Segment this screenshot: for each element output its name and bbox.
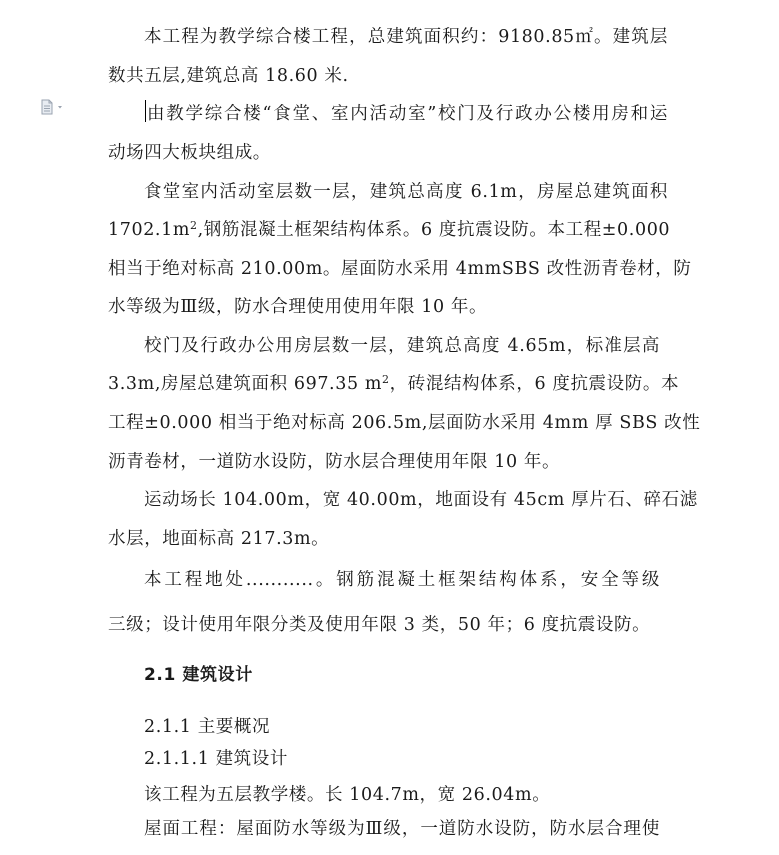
paragraph-line: 屋面工程：屋面防水等级为Ⅲ级，一道防水设防，防水层合理使 [144, 819, 660, 839]
paragraph-line: 动场四大板块组成。 [108, 143, 271, 163]
paragraph-line: 三级；设计使用年限分类及使用年限 3 类，50 年；6 度抗震设防。 [108, 615, 651, 635]
paragraph-line: 相当于绝对标高 210.00m。屋面防水采用 4mmSBS 改性沥青卷材，防 [108, 259, 692, 279]
superscript: 2 [190, 219, 198, 232]
paragraph-line [108, 219, 671, 241]
paragraph-line: 本工程地处...........。钢筋混凝土框架结构体系，安全等级 [144, 570, 660, 590]
paragraph-line: 水层，地面标高 217.3m。 [108, 529, 330, 549]
line-text: ,钢筋混凝土框架结构体系。6 度抗震设防。本工程±0.000 [197, 220, 671, 240]
paragraph-line: 水等级为Ⅲ级，防水合理使用使用年限 10 年。 [108, 297, 488, 317]
line-text: 3.3m,房屋总建筑面积 697.35 m [108, 374, 383, 394]
paragraph-line: 沥青卷材，一道防水设防，防水层合理使用年限 10 年。 [108, 452, 561, 472]
paragraph-line: 由教学综合楼“食堂、室内活动室”校门及行政办公楼用房和运 [147, 104, 668, 124]
document-options-icon[interactable] [40, 99, 66, 115]
paragraph-line: 该工程为五层教学楼。长 104.7m，宽 26.04m。 [144, 785, 551, 805]
paragraph-line [108, 373, 680, 395]
line-text: ，砖混结构体系，6 度抗震设防。本 [389, 374, 680, 394]
superscript: 2 [382, 373, 390, 386]
paragraph-line: 工程±0.000 相当于绝对标高 206.5m,层面防水采用 4mm 厚 SBS 改性 [108, 413, 701, 433]
paragraph-line: 运动场长 104.00m，宽 40.00m，地面设有 45cm 厚片石、碎石滤 [144, 490, 698, 510]
section-heading: 2.1 建筑设计 [144, 665, 253, 685]
paragraph-line: 数共五层,建筑总高 18.60 米. [108, 66, 349, 86]
paragraph-line: 本工程为教学综合楼工程，总建筑面积约：9180.85㎡。建筑层 [144, 27, 668, 47]
paragraph-line: 校门及行政办公用房层数一层，建筑总高度 4.65m，标准层高 [144, 336, 660, 356]
text-cursor [145, 100, 146, 122]
area-value: 1702.1m [108, 220, 191, 240]
subsection-heading: 2.1.1.1 建筑设计 [144, 749, 288, 769]
paragraph-line: 食堂室内活动室层数一层，建筑总高度 6.1m，房屋总建筑面积 [144, 182, 668, 202]
subsection-heading: 2.1.1 主要概况 [144, 717, 271, 737]
